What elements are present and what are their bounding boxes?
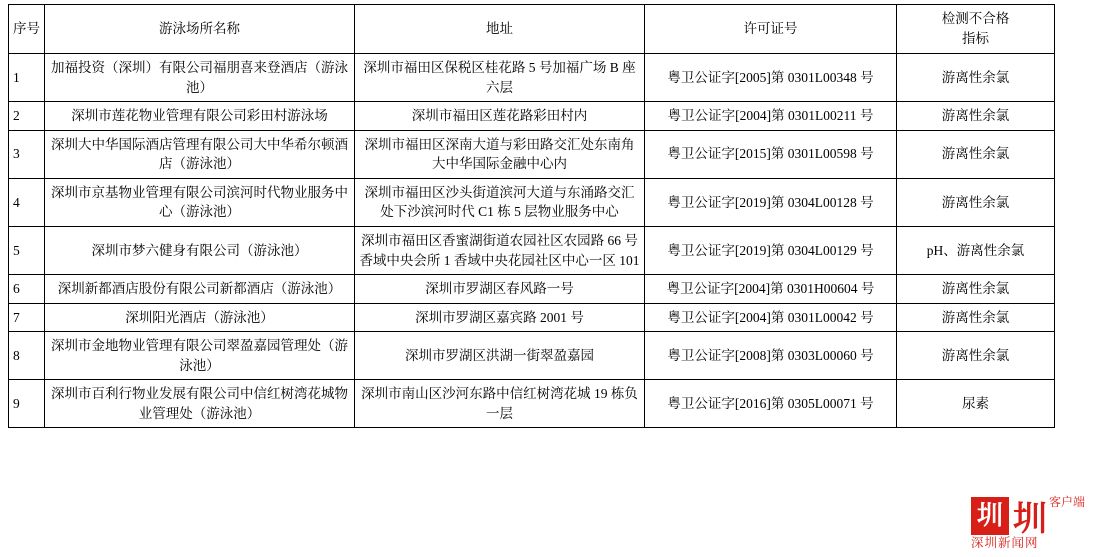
cell-venue-name: 深圳市莲花物业管理有限公司彩田村游泳场 [45,102,355,131]
table-row [9,54,1055,102]
cell-address: 深圳市福田区莲花路彩田村内 [355,102,645,131]
cell-license: 粤卫公证字[2004]第 0301H00604 号 [645,275,897,304]
cell-metric: pH、游离性余氯 [897,226,1055,274]
column-header-metric-line2: 指标 [962,31,989,46]
table-row [9,332,1055,380]
cell-index: 3 [9,130,45,178]
cell-index: 8 [9,332,45,380]
column-header-metric [897,5,1055,54]
logo-subtitle: 客户端 [1049,495,1086,509]
column-header-license: 许可证号 [645,5,897,54]
cell-address: 深圳市福田区保税区桂花路 5 号加福广场 B 座六层 [355,54,645,102]
column-header-name: 游泳场所名称 [45,5,355,54]
cell-license: 粤卫公证字[2004]第 0301L00211 号 [645,102,897,131]
cell-license: 粤卫公证字[2005]第 0301L00348 号 [645,54,897,102]
cell-metric: 游离性余氯 [897,102,1055,131]
cell-metric: 游离性余氯 [897,303,1055,332]
cell-metric: 尿素 [897,380,1055,428]
cell-license: 粤卫公证字[2015]第 0301L00598 号 [645,130,897,178]
cell-metric: 游离性余氯 [897,130,1055,178]
table-row [9,102,1055,131]
cell-license: 粤卫公证字[2008]第 0303L00060 号 [645,332,897,380]
table-header-row [9,5,1055,54]
cell-license: 粤卫公证字[2004]第 0301L00042 号 [645,303,897,332]
cell-venue-name: 深圳市百利行物业发展有限公司中信红树湾花城物业管理处（游泳池） [45,380,355,428]
table-row [9,380,1055,428]
cell-index: 4 [9,178,45,226]
cell-venue-name: 深圳市京基物业管理有限公司滨河时代物业服务中心（游泳池） [45,178,355,226]
cell-index: 5 [9,226,45,274]
document-sheet [8,4,1054,428]
cell-address: 深圳市罗湖区嘉宾路 2001 号 [355,303,645,332]
table-header [9,5,1055,54]
table-row [9,226,1055,274]
logo-mark-icon: 圳 [971,497,1009,535]
watermark-logo [971,491,1089,551]
table-body [9,54,1055,428]
column-header-address: 地址 [355,5,645,54]
cell-metric: 游离性余氯 [897,54,1055,102]
swimming-venue-table [8,4,1055,428]
column-header-index: 序号 [9,5,45,54]
cell-venue-name: 深圳大中华国际酒店管理有限公司大中华希尔顿酒店（游泳池） [45,130,355,178]
cell-metric: 游离性余氯 [897,178,1055,226]
cell-license: 粤卫公证字[2016]第 0305L00071 号 [645,380,897,428]
cell-address: 深圳市福田区香蜜湖街道农园社区农园路 66 号香域中央会所 1 香域中央花园社区中心一区 101 [355,226,645,274]
cell-venue-name: 深圳市梦六健身有限公司（游泳池） [45,226,355,274]
cell-index: 6 [9,275,45,304]
cell-index: 2 [9,102,45,131]
cell-venue-name: 加福投资（深圳）有限公司福朋喜来登酒店（游泳池） [45,54,355,102]
table-row [9,130,1055,178]
cell-venue-name: 深圳阳光酒店（游泳池） [45,303,355,332]
cell-venue-name: 深圳市金地物业管理有限公司翠盈嘉园管理处（游泳池） [45,332,355,380]
cell-license: 粤卫公证字[2019]第 0304L00129 号 [645,226,897,274]
cell-index: 7 [9,303,45,332]
logo-wordmark: 圳 [1013,501,1046,538]
column-header-metric-line1: 检测不合格 [941,11,1010,27]
cell-address: 深圳市福田区深南大道与彩田路交汇处东南角大中华国际金融中心内 [355,130,645,178]
table-row [9,275,1055,304]
cell-metric: 游离性余氯 [897,275,1055,304]
logo-site-name: 深圳新闻网 [971,536,1039,550]
cell-venue-name: 深圳新都酒店股份有限公司新都酒店（游泳池） [45,275,355,304]
cell-index: 1 [9,54,45,102]
cell-index: 9 [9,380,45,428]
cell-license: 粤卫公证字[2019]第 0304L00128 号 [645,178,897,226]
cell-metric: 游离性余氯 [897,332,1055,380]
cell-address: 深圳市南山区沙河东路中信红树湾花城 19 栋负一层 [355,380,645,428]
cell-address: 深圳市罗湖区春风路一号 [355,275,645,304]
cell-address: 深圳市罗湖区洪湖一街翠盈嘉园 [355,332,645,380]
cell-address: 深圳市福田区沙头街道滨河大道与东涌路交汇处下沙滨河时代 C1 栋 5 层物业服务中心 [355,178,645,226]
table-row [9,303,1055,332]
table-row [9,178,1055,226]
